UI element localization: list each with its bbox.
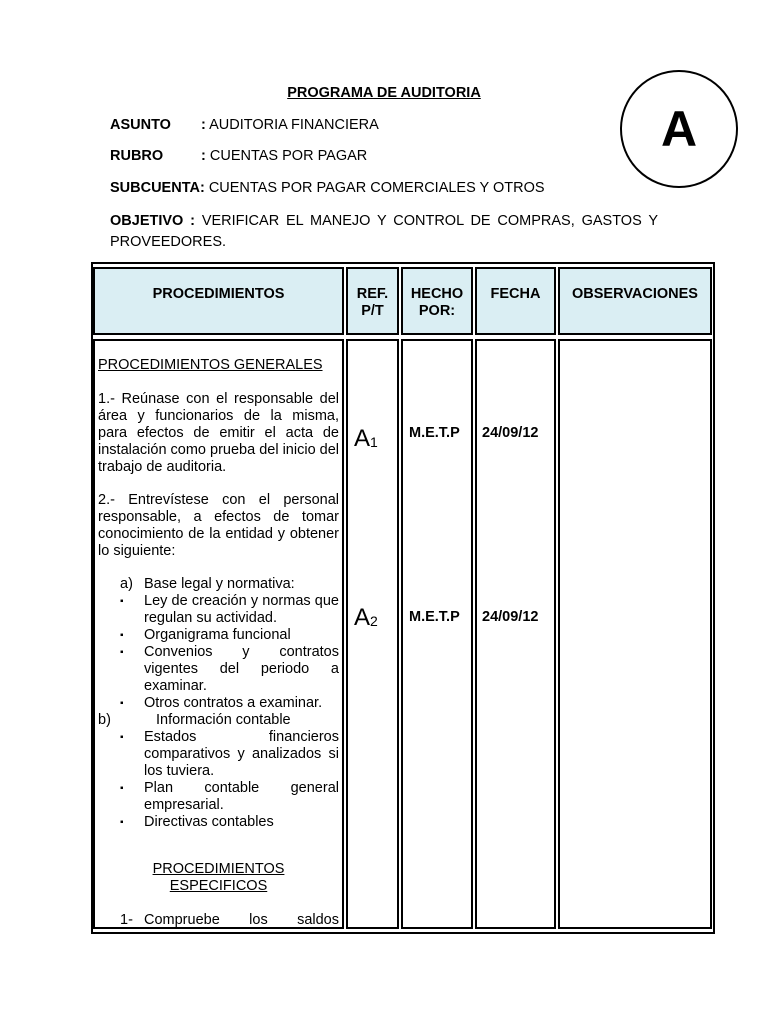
bullet-text: Otros contratos a examinar.: [144, 695, 323, 711]
item-a-letter: a): [120, 576, 133, 592]
step-2: 2.- Entrevístese con el personal responsable, a efectos de tomar conocimiento de la entidad y obtener lo siguiente:: [98, 492, 339, 559]
header-observaciones-label: OBSERVACIONES: [572, 286, 698, 302]
rubro-value: CUENTAS POR PAGAR: [209, 148, 368, 164]
list-item: [98, 729, 339, 780]
header-fecha-label: FECHA: [490, 286, 541, 302]
hecho-row-2: M.E.T.P: [409, 609, 460, 625]
list-item: [98, 695, 339, 712]
bullet-text: Organigrama funcional: [144, 627, 291, 643]
objetivo-value: VERIFICAR EL MANEJO Y CONTROL DE COMPRAS, GASTOS Y PROVEEDORES.: [110, 213, 658, 250]
objetivo-label: OBJETIVO :: [110, 213, 195, 229]
header-hecho: [401, 267, 473, 335]
header-fecha: [475, 267, 556, 335]
observaciones-cell: [558, 339, 712, 929]
bullet-icon: ▪: [120, 647, 124, 658]
section-specific-title: [98, 861, 339, 895]
bullet-icon: ▪: [120, 630, 124, 641]
specific-step-num: 1-: [120, 912, 133, 928]
list-item-a: [98, 576, 339, 593]
header-hecho-line2: POR:: [418, 303, 456, 319]
rubro-value-row: [201, 148, 367, 164]
section-specific-line2: ESPECIFICOS: [169, 878, 268, 894]
document-title: PROGRAMA DE AUDITORIA: [287, 85, 481, 101]
fecha-row-1: 24/09/12: [482, 425, 539, 441]
rubro-row: [110, 148, 163, 164]
list-item: [98, 780, 339, 814]
header-observaciones: [558, 267, 712, 335]
item-b-letter: b): [98, 712, 111, 728]
ref-row-1-num: 1: [370, 434, 378, 450]
list-item: [98, 644, 339, 695]
step-1: 1.- Reúnase con el responsable del área y funcionarios de la misma, para efectos de emitir el acta de instalación como prueba del inicio del trabajo de auditoria.: [98, 391, 340, 475]
subcuenta-value: CUENTAS POR PAGAR COMERCIALES Y OTROS: [208, 180, 545, 196]
ref-row-1-letter: A: [354, 425, 371, 452]
header-procedimientos-label: PROCEDIMIENTOS: [152, 286, 285, 302]
header-ref-line1: REF.: [356, 286, 389, 302]
list-item: [98, 814, 339, 831]
item-a-list: [98, 576, 339, 831]
item-a-text: Base legal y normativa:: [144, 576, 295, 592]
section-general-title: PROCEDIMIENTOS GENERALES: [98, 357, 323, 373]
specific-step-1: [98, 912, 339, 929]
subcuenta-label: SUBCUENTA:: [110, 180, 205, 196]
asunto-label: ASUNTO: [110, 117, 171, 133]
header-ref-line2: P/T: [361, 303, 384, 319]
specific-step-text: Compruebe los saldos: [144, 912, 339, 928]
item-b-text: Información contable: [156, 712, 291, 728]
header-hecho-line1: HECHO: [410, 286, 464, 302]
bullet-icon: ▪: [120, 783, 124, 794]
asunto-value-row: [201, 117, 379, 133]
list-item: [98, 593, 339, 627]
list-item: [98, 627, 339, 644]
subcuenta-row: [110, 180, 545, 196]
bullet-icon: ▪: [120, 732, 124, 743]
asunto-separator: :: [201, 117, 206, 133]
bullet-icon: ▪: [120, 596, 124, 607]
bullet-text: Directivas contables: [144, 814, 274, 830]
ref-row-1: [354, 425, 378, 453]
bullet-text: Convenios y contratos vigentes del periodo a examinar.: [144, 644, 339, 694]
rubro-label: RUBRO: [110, 148, 164, 164]
ref-row-2-letter: A: [354, 604, 371, 631]
bullet-text: Estados financieros comparativos y analizados si los tuviera.: [144, 729, 339, 779]
section-specific-line1: PROCEDIMIENTOS: [152, 861, 285, 877]
section-badge: A: [620, 70, 738, 188]
fecha-row-2: 24/09/12: [482, 609, 539, 625]
bullet-text: Ley de creación y normas que regulan su actividad.: [144, 593, 339, 626]
header-procedimientos: [93, 267, 344, 335]
bullet-icon: ▪: [120, 698, 124, 709]
ref-row-2-num: 2: [370, 613, 378, 629]
asunto-value: AUDITORIA FINANCIERA: [209, 117, 379, 133]
hecho-row-1: M.E.T.P: [409, 425, 460, 441]
list-item-b: [98, 712, 339, 729]
asunto-row: [110, 117, 171, 133]
header-ref: [346, 267, 399, 335]
objetivo-row: [110, 211, 658, 253]
bullet-text: Plan contable general empresarial.: [144, 780, 339, 813]
rubro-separator: :: [201, 148, 206, 164]
bullet-icon: ▪: [120, 817, 124, 828]
ref-row-2: [354, 604, 378, 632]
